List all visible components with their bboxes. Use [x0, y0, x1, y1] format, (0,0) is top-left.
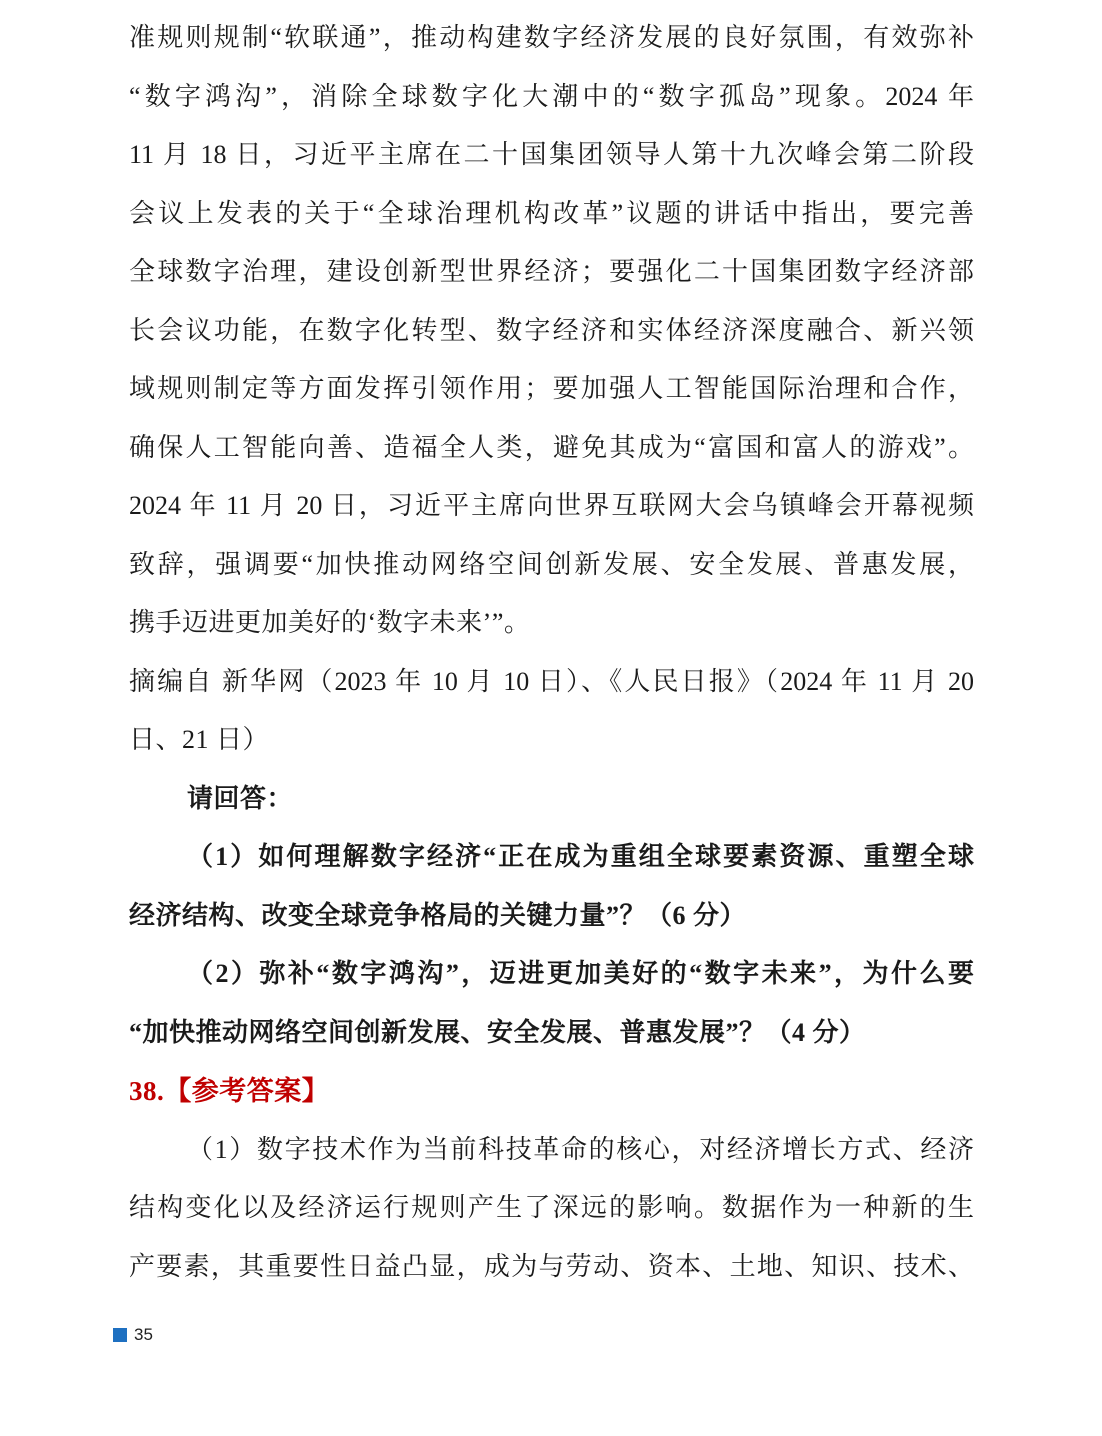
text-line: 11 月 18 日，习近平主席在二十国集团领导人第十九次峰会第二阶段	[129, 140, 974, 169]
text-line: 准规则规制“软联通”，推动构建数字经济发展的良好氛围，有效弥补	[129, 23, 974, 52]
text-line: 38.【参考答案】	[129, 1076, 330, 1106]
text-line: 2024 年 11 月 20 日，习近平主席向世界互联网大会乌镇峰会开幕视频	[129, 491, 974, 520]
page-footer	[113, 1325, 153, 1345]
text-line: 经济结构、改变全球竞争格局的关键力量”？（6 分）	[129, 900, 747, 930]
text-line: 日、21 日）	[129, 725, 270, 754]
text-line: （1）数字技术作为当前科技革命的核心，对经济增长方式、经济	[187, 1134, 974, 1164]
text-line: 请回答：	[187, 783, 294, 813]
text-line: 摘编自 新华网（2023 年 10 月 10 日）、《人民日报》（2024 年 11 月 20	[129, 666, 974, 696]
text-line: “数字鸿沟”，消除全球数字化大潮中的“数字孤岛”现象。2024 年	[129, 81, 974, 111]
text-line: 产要素，其重要性日益凸显，成为与劳动、资本、土地、知识、技术、	[129, 1251, 974, 1281]
text-line: （1）如何理解数字经济“正在成为重组全球要素资源、重塑全球	[187, 842, 974, 871]
text-line: 长会议功能，在数字化转型、数字经济和实体经济深度融合、新兴领	[129, 315, 974, 345]
page-number: 35	[134, 1325, 153, 1344]
text-line: 致辞，强调要“加快推动网络空间创新发展、安全发展、普惠发展，	[129, 549, 974, 579]
text-line: 会议上发表的关于“全球治理机构改革”议题的讲话中指出，要完善	[129, 198, 974, 228]
text-line: 结构变化以及经济运行规则产生了深远的影响。数据作为一种新的生	[129, 1193, 974, 1222]
text-line: （2）弥补“数字鸿沟”，迈进更加美好的“数字未来”，为什么要	[187, 959, 974, 988]
text-line: 携手迈进更加美好的‘数字未来’”。	[129, 608, 531, 637]
text-line: 确保人工智能向善、造福全人类，避免其成为“富国和富人的游戏”。	[129, 432, 974, 462]
page-number-marker-icon	[113, 1328, 127, 1342]
text-line: 全球数字治理，建设创新型世界经济；要强化二十国集团数字经济部	[129, 257, 974, 286]
text-line: 域规则制定等方面发挥引领作用；要加强人工智能国际治理和合作，	[129, 374, 974, 403]
document-body	[129, 9, 974, 1296]
text-line: “加快推动网络空间创新发展、安全发展、普惠发展”？（4 分）	[129, 1017, 866, 1047]
